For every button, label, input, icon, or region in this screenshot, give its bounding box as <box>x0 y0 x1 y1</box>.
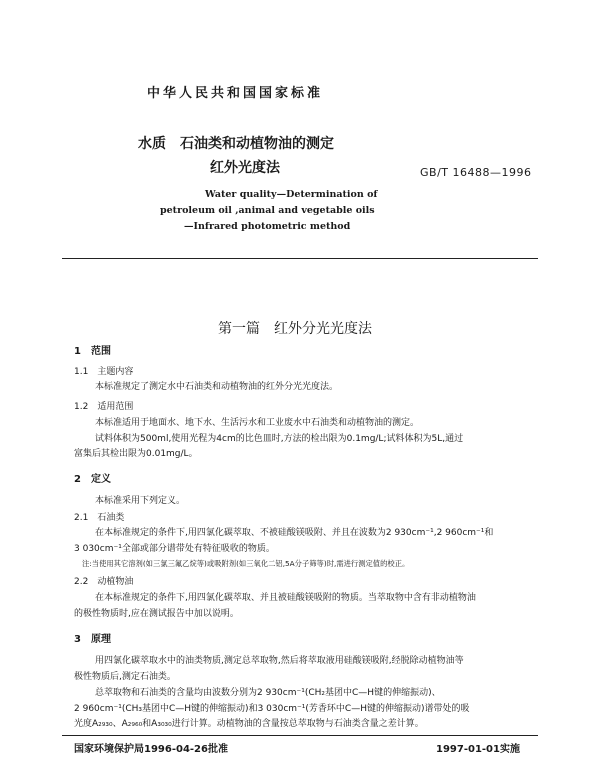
section-2-2-text-b: 的极性物质时,应在测试报告中加以说明。 <box>74 609 239 619</box>
section-1-1-heading: 1.1 主题内容 <box>74 367 134 377</box>
section-2-note: 注:当使用其它溶剂(如三氯三氟乙烷等)或吸附剂(如三氧化二铝,5A分子筛等)时,需进行测定值的校正。 <box>82 559 410 568</box>
section-3-text-1b: 极性物质后,测定石油类。 <box>74 672 176 682</box>
implementation-date: 1997-01-01实施 <box>436 744 520 755</box>
section-3-text-2a: 总萃取物和石油类的含量均由波数分别为2 930cm⁻¹(CH₂基团中C—H键的伸缩振动)、 <box>95 688 441 698</box>
part-label: 第一篇 <box>218 321 260 337</box>
document-title-line1: 水质 石油类和动植物油的测定 <box>138 136 334 152</box>
section-3-text-1a: 用四氯化碳萃取水中的油类物质,测定总萃取物,然后将萃取液用硅酸镁吸附,经脱除动植物油等 <box>95 656 464 666</box>
section-1-1-text: 本标准规定了测定水中石油类和动植物油的红外分光光度法。 <box>95 382 339 392</box>
document-title-line2: 红外光度法 <box>210 160 280 176</box>
section-1-heading: 1 范围 <box>74 346 111 357</box>
section-3-text-2b: 2 960cm⁻¹(CH₃基团中C—H键的伸缩振动)和3 030cm⁻¹(芳香环中C—H键的伸缩振动)谱带处的吸 <box>74 704 470 714</box>
english-title-line1: Water quality—Determination of <box>205 189 378 200</box>
section-2-1-text-b: 3 030cm⁻¹全部或部分谱带处有特征吸收的物质。 <box>74 544 275 554</box>
section-1-2-text-2a: 试料体积为500ml,使用光程为4cm的比色皿时,方法的检出限为0.1mg/L;试料体积为5L,通过 <box>95 434 464 444</box>
header-divider <box>62 258 538 259</box>
section-2-intro: 本标准采用下列定义。 <box>95 496 186 506</box>
approval-info: 国家环境保护局1996-04-26批准 <box>74 744 228 755</box>
section-2-2-text-a: 在本标准规定的条件下,用四氯化碳萃取、并且被硅酸镁吸附的物质。当萃取物中含有非动植物油 <box>95 593 476 603</box>
standard-number: GB/T 16488—1996 <box>420 166 532 179</box>
section-2-heading: 2 定义 <box>74 474 111 485</box>
section-2-2-heading: 2.2 动植物油 <box>74 577 134 587</box>
part-heading <box>218 318 372 338</box>
section-1-2-text-2b: 富集后其检出限为0.01mg/L。 <box>74 449 198 459</box>
section-2-1-heading: 2.1 石油类 <box>74 513 125 523</box>
national-standard-label: 中华人民共和国国家标准 <box>147 86 324 101</box>
section-3-text-2c: 光度A₂₉₃₀、A₂₉₆₀和A₃₀₃₀进行计算。动植物油的含量按总萃取物与石油类含量之差计算。 <box>74 719 424 729</box>
section-2-1-text-a: 在本标准规定的条件下,用四氯化碳萃取、不被硅酸镁吸附、并且在波数为2 930cm⁻¹,2 960cm⁻¹和 <box>95 528 494 538</box>
english-title-line3: —Infrared photometric method <box>184 221 351 232</box>
english-title-line2: petroleum oil ,animal and vegetable oils <box>160 205 375 216</box>
footer-divider <box>62 735 538 736</box>
section-1-2-heading: 1.2 适用范围 <box>74 402 134 412</box>
section-3-heading: 3 原理 <box>74 634 111 645</box>
part-title: 红外分光光度法 <box>274 321 372 337</box>
section-1-2-text-1: 本标准适用于地面水、地下水、生活污水和工业废水中石油类和动植物油的测定。 <box>95 418 420 428</box>
